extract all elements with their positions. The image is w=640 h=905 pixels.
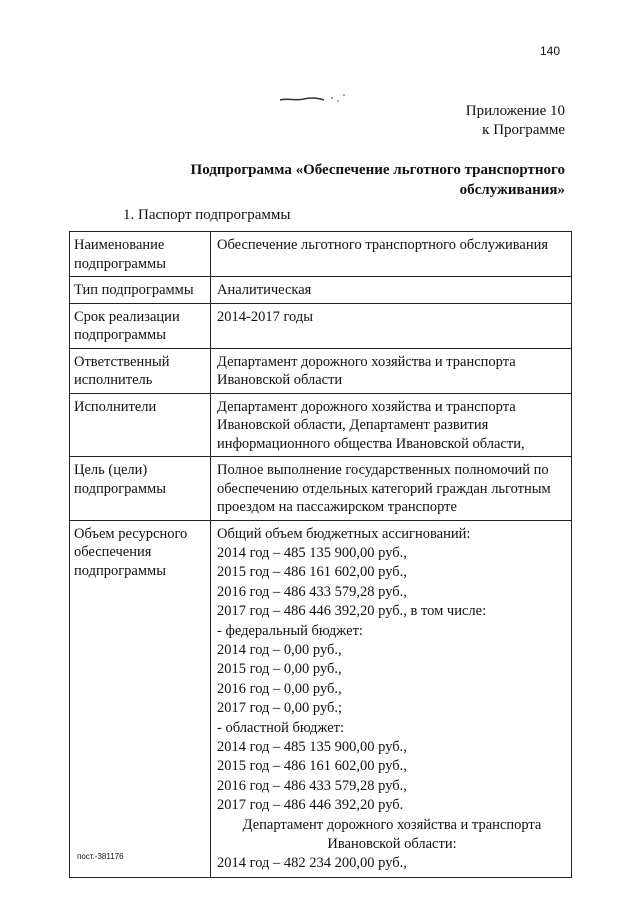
funding-line: - федеральный бюджет: [217, 622, 363, 639]
row-label [70, 393, 211, 457]
passport-table [69, 231, 572, 878]
funding-line: Общий объем бюджетных ассигнований: [217, 525, 471, 542]
table-row [70, 277, 572, 304]
funding-department-line: Департамент дорожного хозяйства и транспорта [242, 816, 542, 833]
cell-line: подпрограммы [74, 562, 166, 579]
cell-line: Полное выполнение государственных полномочий по [217, 462, 549, 478]
cell-line: Ивановской области, Департамент развития [217, 417, 489, 433]
table-row [70, 393, 572, 457]
footer-code: пост.-381176 [77, 852, 124, 861]
funding-value [211, 520, 572, 877]
funding-line: 2014 год – 0,00 руб., [217, 641, 342, 658]
funding-line: 2014 год – 485 135 900,00 руб., [217, 544, 407, 561]
funding-line: 2016 год – 486 433 579,28 руб., [217, 583, 407, 600]
funding-line: 2017 год – 486 446 392,20 руб., в том числе: [217, 603, 487, 620]
title-line-1: Подпрограмма «Обеспечение льготного транспортного [190, 162, 565, 178]
appendix-line-1: Приложение 10 [465, 103, 565, 119]
row-value [211, 393, 572, 457]
cell-line: проездом на пассажирском транспорте [217, 499, 457, 515]
row-label [70, 277, 211, 304]
section-heading: 1. Паспорт подпрограммы [123, 207, 291, 223]
cell-line: Цель (цели) [74, 462, 148, 478]
cell-line: обеспечению отдельных категорий граждан льготным [217, 480, 551, 497]
cell-line: Срок реализации [74, 308, 180, 325]
cell-line: подпрограммы [74, 480, 166, 497]
funding-line: 2017 год – 0,00 руб.; [217, 700, 343, 717]
cell-line: Наименование [74, 237, 165, 253]
handwritten-mark [278, 92, 348, 106]
cell-line: Объем ресурсного [74, 525, 188, 542]
funding-line: 2014 год – 485 135 900,00 руб., [217, 738, 407, 755]
funding-line: 2016 год – 0,00 руб., [217, 680, 342, 697]
table-row [70, 348, 572, 393]
row-label [70, 303, 211, 348]
funding-line: 2016 год – 486 433 579,28 руб., [217, 777, 407, 794]
funding-department-line: Ивановской области: [327, 836, 457, 852]
cell-line: Ответственный [74, 353, 170, 370]
cell-line: Обеспечение льготного транспортного обслуживания [217, 237, 549, 253]
funding-line: 2015 год – 486 161 602,00 руб., [217, 758, 407, 775]
cell-line: подпрограммы [74, 327, 166, 343]
row-label [70, 232, 211, 277]
funding-row [70, 520, 572, 877]
cell-line: исполнитель [74, 372, 153, 388]
row-value [211, 303, 572, 348]
row-value [211, 348, 572, 393]
table-row [70, 232, 572, 277]
row-value [211, 277, 572, 304]
cell-line: Департамент дорожного хозяйства и транспорта [217, 353, 516, 370]
funding-line: 2014 год – 482 234 200,00 руб., [217, 855, 407, 872]
appendix-line-2: к Программе [482, 122, 565, 138]
row-label [70, 457, 211, 521]
cell-line: подпрограммы [74, 255, 166, 272]
cell-line: Департамент дорожного хозяйства и транспорта [217, 398, 516, 415]
table-row [70, 457, 572, 521]
cell-line: информационного общества Ивановской области, [217, 435, 525, 452]
table-row [70, 303, 572, 348]
cell-line: Тип подпрограммы [74, 282, 194, 298]
funding-line: 2015 год – 486 161 602,00 руб., [217, 564, 407, 581]
cell-line: Аналитическая [217, 282, 312, 298]
row-label [70, 348, 211, 393]
funding-line: 2017 год – 486 446 392,20 руб. [217, 797, 404, 814]
appendix-note [466, 102, 565, 140]
title-line-2: обслуживания» [459, 182, 565, 198]
cell-line: 2014-2017 годы [217, 308, 313, 325]
funding-line: 2015 год – 0,00 руб., [217, 661, 342, 678]
cell-line: Ивановской области [217, 372, 343, 388]
cell-line: обеспечения [74, 544, 152, 560]
page-number: 140 [540, 44, 561, 58]
funding-label [70, 520, 211, 877]
funding-line: - областной бюджет: [217, 719, 345, 736]
cell-line: Исполнители [74, 398, 157, 415]
subprogram-title [145, 160, 565, 200]
row-value [211, 457, 572, 521]
row-value [211, 232, 572, 277]
